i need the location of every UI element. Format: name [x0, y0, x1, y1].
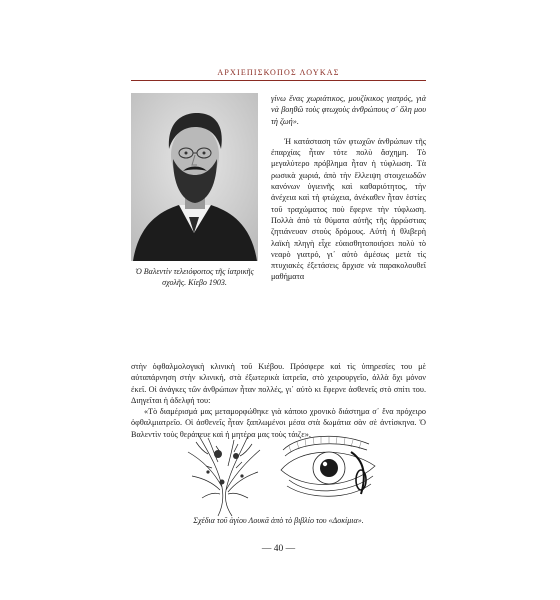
- right-text-column: [271, 93, 426, 283]
- full-width-text: [131, 361, 426, 440]
- anatomical-drawing: [178, 432, 270, 517]
- eye-surgery-drawing: [279, 430, 381, 502]
- body-paragraph: Ἡ κατάσταση τῶν φτωχῶν ἀνθρώπων τῆς ἐπαρχίας ἦταν τότε πολὺ ἄσχημη. Τὸ μεγαλύτερο πρόβλημα ἦταν ἡ τύφλωση. Τὰ ρωσικὰ χωριά, ἀπὸ τὴν ἔλλειψη στοιχειωδῶν κανόνων ὑγιεινῆς καὶ καθαριότητος, τὴν ἀνέχεια καὶ τὴ φτώχεια, ἀνέκαθεν ἦταν ἑστίες τοῦ τραχώματος ποὺ ἔφερνε τὴν τύφλωση. Πολλὰ ἀπὸ τὰ θύματα αὐτῆς τῆς ἀρρώστιας ζητιάνευαν στοὺς δρόμους. Αὐτὴ ἡ θλιβερὴ λαϊκὴ πληγὴ εἶχε εὐαισθητοποιήσει πολὺ τὸ νεαρὸ γιατρό, γι᾽ αὐτὸ ἀμέσως μετὰ τὶς πτυχιακὲς ἐξετάσεις ἄρχισε νὰ παρακολουθεῖ μαθήματα: [271, 136, 426, 282]
- sister-quote: «Τὸ διαμέρισμά μας μεταμορφώθηκε γιὰ κάποιο χρονικὸ διάστημα σ᾽ ἕνα πρόχειρο ὀφθαλμιατρεῖο. Οἱ ἀσθενεῖς ἦταν ξαπλωμένοι μέσα στὰ δωμάτια σὰν σὲ ἀντίσκηνα. Ὁ Βαλεντὶν τοὺς θεράπευε καὶ ἡ μητέρα μας τοὺς τάιζε».: [131, 407, 426, 439]
- header-rule: [131, 80, 426, 81]
- running-head: ΑΡΧΙΕΠΙΣΚΟΠΟΣ ΛΟΥΚΑΣ: [217, 68, 340, 77]
- quote-continuation: γίνω ἕνας χωριάτικος, μουζίκικος γιατρός, γιὰ νὰ βοηθῶ τοὺς φτωχοὺς ἀνθρώπους σ᾽ ὅλη μου τὴ ζωή».: [271, 94, 426, 126]
- portrait-caption: Ὁ Βαλεντὶν τελειόφοιτος τῆς ἰατρικῆς σχολῆς. Κίεβο 1903.: [135, 267, 254, 287]
- figure-caption: Σχέδια τοῦ ἁγίου Λουκᾶ ἀπὸ τὸ βιβλίο του «Δοκίμια».: [193, 516, 364, 525]
- paragraph-continuation: στὴν ὀφθαλμολογικὴ κλινικὴ τοῦ Κιέβου. Πρόσφερε καὶ τὶς ὑπηρεσίες του μὲ αὐταπάρνηση στὴν κλινική, στὰ ἐξωτερικὰ ἰατρεῖα, στὸ χειρουργεῖο, ἀλλὰ ὄχι μόνον ἐκεῖ. Οἱ ἀνάγκες τῶν ἀνθρώπων ἦταν πολλές, γι᾽ αὐτὸ κι ἔφερνε ἀσθενεῖς στὸ σπίτι του. Διηγεῖται ἡ ἀδελφή του:: [131, 362, 426, 405]
- portrait-photo: [131, 93, 258, 261]
- page-number: — 40 —: [261, 544, 296, 554]
